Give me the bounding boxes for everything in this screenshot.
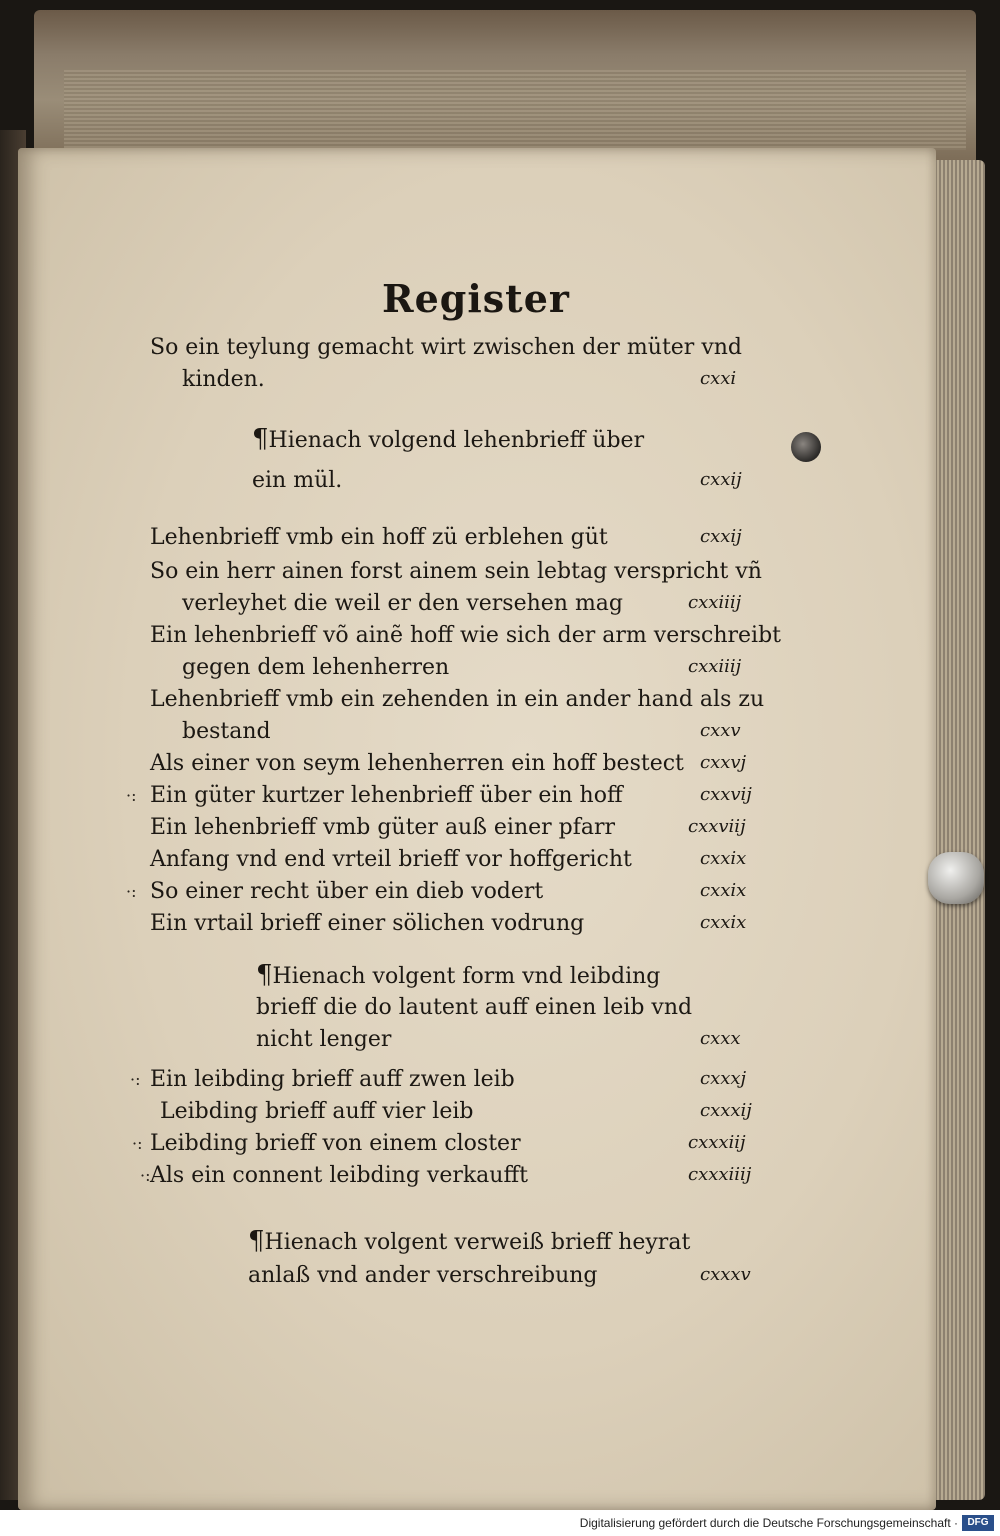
folio-number: cxxxiij [688,1132,746,1153]
entry-text: Leibding brieff auff vier leib [160,1099,474,1124]
register-entry [150,556,762,587]
register-entry [150,780,623,811]
entry-text: So einer recht über ein dieb vodert [150,879,544,904]
pilcrow-icon: ¶ [248,1226,265,1256]
folio-number: cxxiiij [688,656,742,677]
register-entry [182,716,271,747]
dfg-logo-icon: DFG [962,1515,994,1531]
register-entry [182,588,623,619]
folio-number: cxxi [700,368,737,389]
folio-number: cxxvij [700,784,752,805]
entry-text: Anfang vnd end vrteil brieff vor hoffgericht [150,847,632,872]
register-entry [182,652,449,683]
register-entry [150,876,543,907]
register-entry [160,1096,473,1127]
folio-number: cxxx [700,1028,741,1049]
register-entry [150,908,584,939]
entry-text: anlaß vnd ander verschreibung [248,1263,598,1288]
folio-number: cxxix [700,848,747,869]
folio-number: cxxij [700,526,742,547]
register-entry [150,332,742,363]
book-top-edge [34,10,976,160]
entry-text: Hienach volgent verweiß brieff heyrat [264,1230,691,1255]
folio-number: cxxix [700,880,747,901]
footer-bar [0,1510,1000,1536]
folio-number: cxxv [700,720,741,741]
entry-text: ein mül. [252,468,343,493]
entry-text: Ein lehenbrieff vmb güter auß einer pfarr [150,815,616,840]
folio-number: cxxvj [700,752,747,773]
margin-mark: ·: [130,1070,141,1089]
entry-text: Hienach volgend lehenbrieff über [268,428,645,453]
entry-text: Als ein connent leibding verkaufft [150,1163,528,1188]
entry-text: bestand [182,719,271,744]
folio-number: cxxxiiij [688,1164,752,1185]
entry-text: Ein güter kurtzer lehenbrieff über ein hoff [150,783,623,808]
pin-icon [791,432,821,462]
entry-text: So ein teylung gemacht wirt zwischen der müter vnd [150,335,743,360]
page-heading: Register [382,276,570,321]
margin-mark: ·: [132,1134,143,1153]
folio-number: cxxij [700,469,742,490]
entry-text: Ein vrtail brieff einer sölichen vodrung [150,911,585,936]
pilcrow-icon: ¶ [252,424,269,454]
register-entry [256,1024,391,1055]
margin-mark: ·: [140,1166,151,1185]
register-entry [248,1226,690,1258]
register-entry [150,844,632,875]
margin-mark: ·: [126,882,137,901]
entry-text: Als einer von seym lehenherren ein hoff bestect [150,751,684,776]
register-entry [150,1160,528,1191]
register-entry [150,812,615,843]
entry-text: Leibding brieff von einem closter [150,1131,521,1156]
entry-text: nicht lenger [256,1027,392,1052]
register-entry [150,1064,515,1095]
pilcrow-icon: ¶ [256,960,273,990]
entry-text: Ein lehenbrieff võ ainẽ hoff wie sich der arm verschreibt [150,623,782,648]
entry-text: Hienach volgent form vnd leibding [272,964,661,989]
folio-number: cxxxij [700,1100,752,1121]
entry-text: Lehenbrieff vmb ein hoff zü erblehen güt [150,525,608,550]
register-entry [150,1128,521,1159]
register-entry [256,992,692,1023]
folio-number: cxxviij [688,816,746,837]
entry-text: gegen dem lehenherren [182,655,450,680]
folio-number: cxxxv [700,1264,751,1285]
register-entry [150,748,684,779]
folio-number: cxxxj [700,1068,747,1089]
register-entry [150,684,764,715]
entry-text: Lehenbrieff vmb ein zehenden in ein ander hand als zu [150,687,765,712]
folio-number: cxxix [700,912,747,933]
margin-mark: ·: [126,786,137,805]
register-entry [256,960,660,992]
entry-text: brieff die do lautent auff einen leib vnd [256,995,693,1020]
register-entry [150,620,781,651]
register-entry [248,1260,598,1291]
clasp-icon [928,852,984,904]
folio-number: cxxiiij [688,592,742,613]
footer-credit: Digitalisierung gefördert durch die Deutsche Forschungsgemeinschaft · [579,1516,958,1530]
entry-text: kinden. [182,367,265,392]
register-entry [252,424,644,456]
entry-text: So ein herr ainen forst ainem sein lebtag verspricht vñ [150,559,762,584]
register-entry [182,364,265,395]
entry-text: verleyhet die weil er den versehen mag [182,591,623,616]
register-entry [252,465,342,496]
entry-text: Ein leibding brieff auff zwen leib [150,1067,515,1092]
register-entry [150,522,608,553]
